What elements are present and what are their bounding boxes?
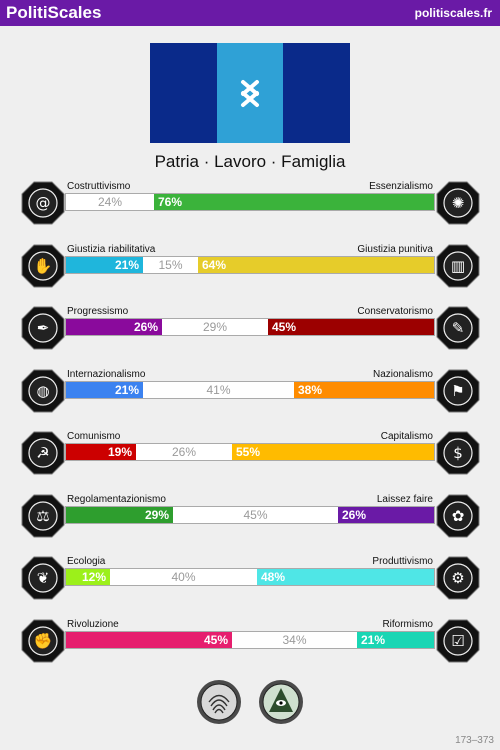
axis-bar xyxy=(65,443,435,461)
svg-text:⚑: ⚑ xyxy=(451,381,465,400)
axis-middle-segment: 15% xyxy=(158,257,183,272)
axis-left-segment: 21% xyxy=(66,257,143,273)
svg-text:✋: ✋ xyxy=(33,256,53,275)
ballot-icon xyxy=(436,619,480,663)
axis-left-segment: 21% xyxy=(66,382,143,398)
axis-row xyxy=(0,244,500,290)
axis-left-label: Internazionalismo xyxy=(67,368,146,380)
axis-bar xyxy=(65,318,435,336)
axis-right-segment: 38% xyxy=(294,382,434,398)
money-bag-icon xyxy=(436,431,480,475)
axis-row xyxy=(0,431,500,477)
svg-text:◍: ◍ xyxy=(36,381,50,400)
axis-right-segment: 55% xyxy=(232,444,434,460)
version-label: 173–373 xyxy=(455,735,494,746)
axis-right-segment: 26% xyxy=(338,507,434,523)
axis-bar xyxy=(65,631,435,649)
axis-bar xyxy=(65,193,435,211)
handshake-icon xyxy=(21,244,65,288)
scroll-icon xyxy=(436,306,480,350)
axis-right-label: Essenzialismo xyxy=(369,181,433,192)
axis-left-label: Regolamentazionismo xyxy=(67,493,166,505)
axis-middle-segment: 41% xyxy=(206,382,231,397)
axis-right-segment: 45% xyxy=(268,319,434,335)
axis-right-segment: 21% xyxy=(357,632,434,648)
svg-text:✒: ✒ xyxy=(36,319,50,337)
axis-left-label: Rivoluzione xyxy=(67,618,119,630)
svg-text:✊: ✊ xyxy=(33,631,53,650)
axis-row xyxy=(0,556,500,602)
axis-right-label: Laissez faire xyxy=(376,493,433,505)
dna-icon xyxy=(436,181,480,225)
fingerprint-badge-icon xyxy=(196,679,242,725)
axis-middle-segment: 26% xyxy=(171,445,197,459)
axis-bar xyxy=(65,256,435,274)
free-market-icon xyxy=(436,494,480,538)
prison-bars-icon xyxy=(436,244,480,288)
axis-left-label: Ecologia xyxy=(67,556,106,567)
axis-middle-segment: 29% xyxy=(202,320,228,334)
site-link[interactable]: politiscales.fr xyxy=(414,6,492,20)
axis-row xyxy=(0,306,500,352)
axis-bar xyxy=(65,568,435,586)
brand-title[interactable]: PolitiScales xyxy=(6,3,102,22)
axis-right-label: Giustizia punitiva xyxy=(357,243,433,255)
axis-bar xyxy=(65,506,435,524)
eye-pyramid-badge-icon xyxy=(258,679,304,725)
axis-bar xyxy=(65,381,435,399)
svg-text:@: @ xyxy=(35,194,51,212)
top-bar xyxy=(0,0,500,26)
hammer-sickle-icon xyxy=(21,431,65,475)
svg-text:❦: ❦ xyxy=(36,569,50,587)
svg-text:☭: ☭ xyxy=(36,444,50,462)
leaf-icon xyxy=(21,556,65,600)
axis-row xyxy=(0,181,500,227)
flag-stripe-center xyxy=(217,43,283,143)
axis-right-label: Riformismo xyxy=(382,618,433,630)
svg-text:✺: ✺ xyxy=(451,194,465,212)
axis-right-segment: 48% xyxy=(257,569,434,585)
flag-stripe-right xyxy=(283,43,350,143)
axis-right-segment: 64% xyxy=(198,257,434,273)
axis-middle-segment: 45% xyxy=(243,507,268,522)
axis-right-label: Conservatorismo xyxy=(357,306,433,317)
axis-left-segment: 45% xyxy=(66,632,232,648)
axis-left-segment: 26% xyxy=(66,319,162,335)
axis-right-label: Nazionalismo xyxy=(372,368,433,380)
flag-slogan: Patria · Lavoro · Famiglia xyxy=(154,152,346,171)
svg-text:✎: ✎ xyxy=(451,319,465,337)
svg-text:✿: ✿ xyxy=(451,506,465,525)
axis-left-segment: 19% xyxy=(66,444,136,460)
flag-icon xyxy=(436,369,480,413)
axis-middle-segment: 40% xyxy=(171,570,196,584)
svg-text:☑: ☑ xyxy=(451,631,465,650)
axis-left-label: Progressismo xyxy=(67,306,129,317)
axis-row xyxy=(0,494,500,540)
axis-left-segment: 24% xyxy=(97,195,123,209)
globe-icon xyxy=(21,369,65,413)
flag-stripe-left xyxy=(150,43,217,143)
axis-right-label: Produttivismo xyxy=(372,556,433,567)
regulation-icon xyxy=(21,494,65,538)
factory-icon xyxy=(436,556,480,600)
axis-left-label: Giustizia riabilitativa xyxy=(67,243,156,255)
svg-text:$: $ xyxy=(453,444,463,462)
axis-left-segment: 29% xyxy=(66,507,173,523)
result-flag xyxy=(150,43,350,143)
axis-left-label: Costruttivismo xyxy=(67,181,131,192)
svg-text:⚙: ⚙ xyxy=(451,569,465,587)
axis-row xyxy=(0,369,500,415)
axis-right-segment: 76% xyxy=(154,194,434,210)
axis-row xyxy=(0,619,500,665)
axis-left-label: Comunismo xyxy=(67,431,121,442)
quill-icon xyxy=(21,306,65,350)
axis-middle-segment: 34% xyxy=(282,632,307,647)
fist-icon xyxy=(21,619,65,663)
axis-left-segment: 12% xyxy=(66,569,110,585)
svg-text:⚖: ⚖ xyxy=(36,506,50,525)
spiral-icon xyxy=(21,181,65,225)
axis-right-label: Capitalismo xyxy=(380,431,433,442)
svg-text:▥: ▥ xyxy=(450,256,466,275)
